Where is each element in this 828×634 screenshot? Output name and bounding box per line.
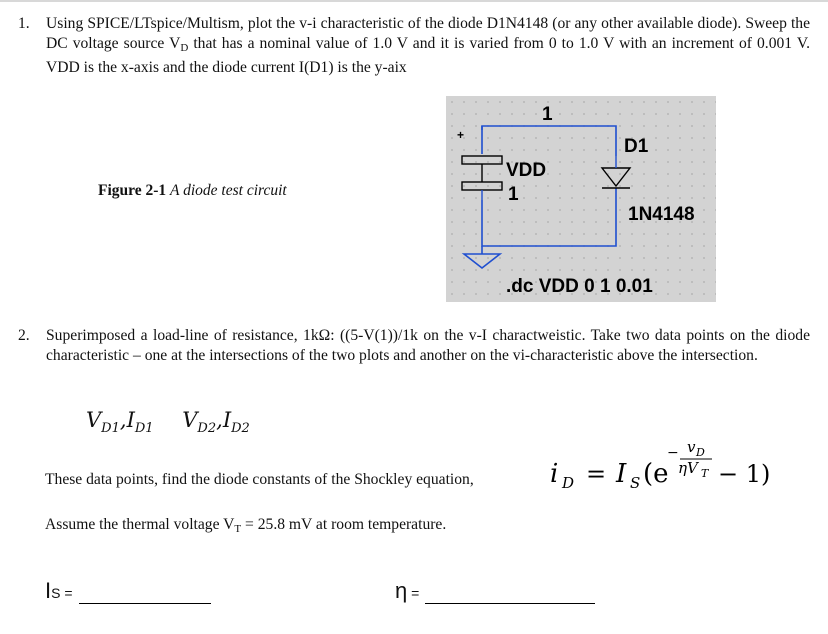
wire-top bbox=[482, 126, 616, 156]
eq-exp-num: v bbox=[687, 440, 696, 456]
eq-exp-den-sub: T bbox=[701, 467, 709, 480]
point-2-v-sub: D2 bbox=[197, 421, 217, 436]
point-1-v: V bbox=[86, 408, 102, 432]
source-plate-top bbox=[462, 156, 502, 164]
wire-bottom bbox=[482, 188, 616, 246]
answer-is-sub: S bbox=[51, 585, 61, 601]
question-2-text: Superimposed a load-line of resistance, 1kΩ: ((5-V(1))/1k on the v-I charactweistic. Take two data points on the diode characteristic – one at the intersections of the two plots and another on the vi-characteristic above the intersection. bbox=[46, 327, 810, 364]
eq-is-sub: S bbox=[630, 474, 641, 492]
eq-open: (e bbox=[643, 459, 669, 489]
point-1-v-sub: D1 bbox=[101, 421, 120, 436]
source-name: VDD bbox=[506, 160, 547, 181]
question-1-text-a: Using SPICE/LTspice/Multism, plot the v-i characteristic of the diode D1N4148 (or any other available diode). Sweep the DC voltage source V bbox=[46, 15, 810, 52]
source-value: 1 bbox=[508, 184, 519, 205]
figure-caption-text: A diode test circuit bbox=[170, 182, 287, 199]
eq-tail: − 1) bbox=[718, 460, 771, 488]
top-border bbox=[0, 0, 828, 2]
shockley-equation bbox=[546, 440, 806, 500]
point-2-i: I bbox=[222, 408, 232, 432]
diode-name: D1 bbox=[624, 136, 649, 157]
question-2-number: 2. bbox=[18, 327, 30, 344]
spice-directive: .dc VDD 0 1 0.01 bbox=[506, 276, 653, 297]
figure-caption bbox=[98, 182, 287, 200]
data-point-1 bbox=[86, 408, 154, 436]
point-2-sep: , bbox=[216, 408, 223, 432]
answer-eta bbox=[395, 578, 595, 604]
ground-symbol bbox=[464, 254, 500, 268]
plus-sign: + bbox=[457, 128, 465, 142]
diode-model: 1N4148 bbox=[628, 204, 695, 225]
question-1-text bbox=[46, 14, 810, 78]
eq-lhs: i bbox=[550, 459, 559, 489]
assume-text bbox=[45, 516, 446, 535]
answer-is-eq: = bbox=[60, 585, 73, 601]
voltage-source-symbol bbox=[462, 156, 502, 200]
node-label: 1 bbox=[542, 104, 553, 125]
point-2-i-sub: D2 bbox=[231, 421, 250, 436]
answer-is-blank[interactable] bbox=[79, 583, 211, 604]
data-points bbox=[86, 408, 272, 436]
answer-is bbox=[45, 578, 211, 604]
assume-text-a: Assume the thermal voltage V bbox=[45, 516, 235, 533]
point-2-v: V bbox=[182, 408, 198, 432]
diode-symbol bbox=[602, 156, 630, 188]
eq-exp-minus: − bbox=[667, 445, 679, 461]
point-1-i-sub: D1 bbox=[134, 421, 154, 436]
figure-label: Figure 2-1 bbox=[98, 182, 167, 199]
answer-is-label: I bbox=[45, 578, 52, 603]
point-1-i: I bbox=[126, 408, 135, 432]
eq-is: I bbox=[616, 459, 627, 489]
answer-eta-label: η bbox=[395, 578, 408, 603]
question-1-subscript: D bbox=[180, 42, 189, 54]
eq-lhs-sub: D bbox=[562, 474, 575, 492]
assume-text-b: = 25.8 mV at room temperature. bbox=[241, 516, 447, 533]
point-1-sep: , bbox=[119, 408, 127, 432]
answer-eta-eq: = bbox=[407, 585, 420, 601]
circuit-schematic bbox=[446, 96, 716, 302]
shockley-lead-text: These data points, find the diode constants of the Shockley equation, bbox=[45, 471, 474, 488]
diode-triangle bbox=[602, 168, 630, 186]
eq-exp-num-sub: D bbox=[696, 446, 705, 459]
assume-subscript: T bbox=[234, 523, 242, 535]
question-1-number: 1. bbox=[18, 15, 30, 32]
answer-eta-blank[interactable] bbox=[425, 583, 595, 604]
eq-exp-den: ηV bbox=[678, 459, 698, 477]
question-1-text-b: that has a nominal value of 1.0 V and it is varied from 0 to 1.0 V with an increment of 0.001 V. VDD is the x-axis and the diode current I(D1) is the y-aix bbox=[46, 35, 810, 76]
ground-triangle bbox=[464, 254, 500, 268]
schematic-drawing bbox=[446, 96, 716, 302]
data-point-2 bbox=[182, 408, 250, 436]
source-plate-bottom bbox=[462, 182, 502, 190]
eq-equals: = bbox=[586, 460, 607, 488]
